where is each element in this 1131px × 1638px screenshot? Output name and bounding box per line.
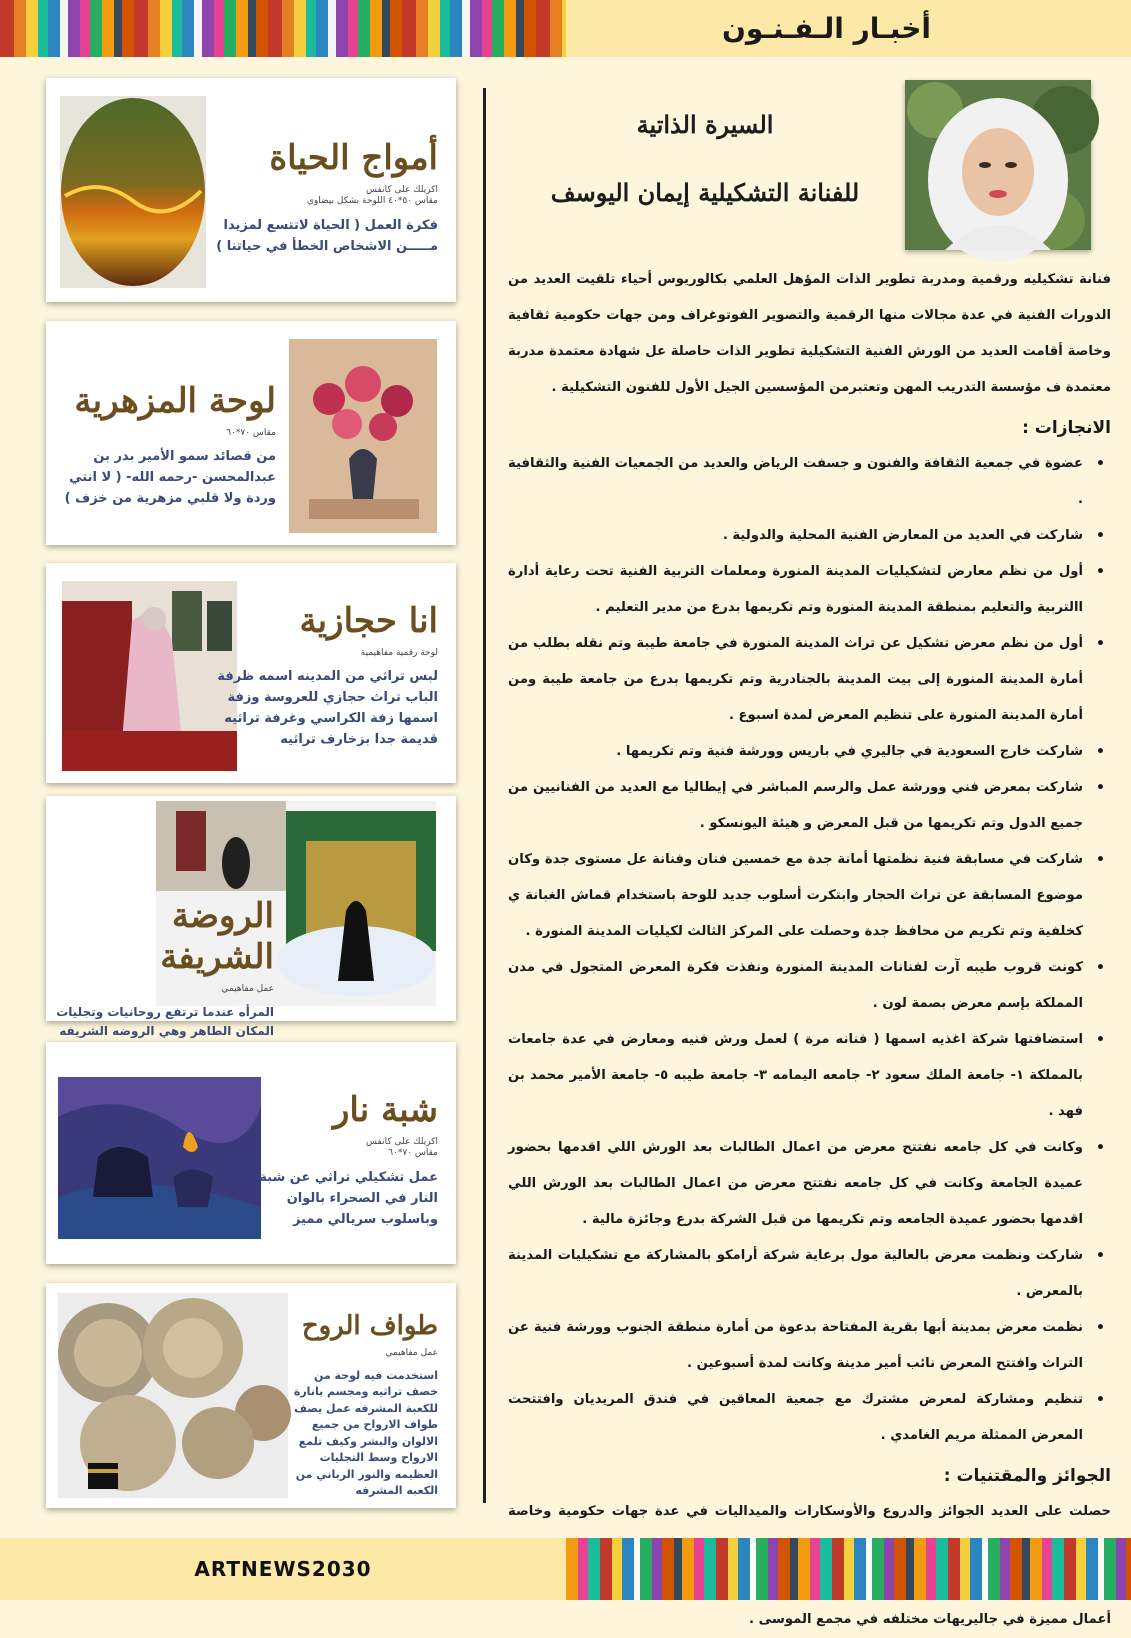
artwork-description: لبس تراثي من المدينه اسمه ظرفة الباب تراث حجازي للعروسة وزفة اسمها زفة الكراسي وغرفة تراثيه قديمة جدا بزخارف تراثيه bbox=[217, 669, 438, 747]
awards-text: حصلت على العديد الجوائز والدروع والأوسكارات والميداليات في عدة جهات حكومية وخاصة أعمال مميزة في جاليريهات مختلفه في مجمع الموسى . bbox=[508, 1504, 1111, 1627]
artwork-medium: لوحة رقمية مفاهيمية bbox=[360, 647, 438, 658]
header-title-band bbox=[566, 0, 1131, 57]
artwork-title: أمواج الحياة bbox=[269, 138, 438, 178]
bio-intro: فنانة تشكيليه ورقمية ومدربة تطوير الذات المؤهل العلمي بكالوريوس أحياء تلقيت العديد من الدورات الفنية في عدة مجالات منها الرقمية والتصوير الفوتوغراف ومن جهات حكومية ثقافية وخاصة أقامت العديد من الورش الفنية التشكيلية تطوير الذات حاصلة عل شهادة معتمدة مدربة معتمدة ف مؤسسة التدريب المهن وتعتبرمن المؤسسين الجيل الأول للفنون التشكيلية . bbox=[508, 272, 1111, 395]
bio-body bbox=[508, 262, 1111, 1638]
magazine-title: أخبـار الـفـنـون bbox=[721, 12, 931, 45]
artwork-description: عمل تشكيلي تراثي عن شبة النار في الصحراء بالوان وباسلوب سريالي مميز bbox=[259, 1170, 438, 1227]
list-item: • أول من نظم معارض لتشكيليات المدينة المنورة ومعلمات التربية الفنية تحت رعاية أدارة االتربية والتعليم بمنطقة المدينة المنورة وتم تكريمها بدرع من مدير التعليم . bbox=[508, 554, 1111, 626]
artwork-medium: اكريلك على كانفس مقاس ٧٠*٦٠ bbox=[366, 1136, 438, 1159]
list-item: • شاركت في العديد من المعارض الفنية المحلية والدولية . bbox=[508, 518, 1111, 554]
awards-heading: الجوائز والمقتنيات : bbox=[943, 1466, 1111, 1486]
artwork-title: انا حجازية bbox=[299, 601, 438, 641]
list-item: • شاركت بمعرض فني وورشة عمل والرسم المباشر في إيطاليا مع العديد من الفنانيين من جميع الدول وتم تكريمها من قبل المعرض و هيئة اليونسكو . bbox=[508, 770, 1111, 842]
artwork-image-teapot bbox=[58, 1077, 261, 1239]
page-footer bbox=[0, 1538, 1131, 1600]
bio-artist-name: للفنانة التشكيلية إيمان اليوسف bbox=[550, 178, 860, 207]
artwork-medium: عمل مفاهيمي bbox=[221, 983, 274, 994]
achievements-heading: الانجازات : bbox=[1022, 418, 1111, 438]
artwork-description: استخدمت فيه لوحة من خصف تراثيه ومجسم بانارة للكعبة المشرفه عمل يصف طواف الارواح من جميع الالوان والبشر وكيف تلمع الارواح وسط التجليات العظيمه والنور الرباني من الكعبه المشرفه bbox=[293, 1368, 438, 1498]
list-item: • شاركت ونظمت معرض بالعالية مول برعاية شركة أرامكو بالمشاركة مع تشكيليات المدينة بالمعرض . bbox=[508, 1238, 1111, 1310]
footer-color-stripes bbox=[566, 1538, 1131, 1600]
artwork-image-flowers bbox=[289, 339, 437, 533]
artwork-info bbox=[208, 601, 438, 751]
list-item: • كونت قروب طيبه آرت لفنانات المدينة المنورة ونفذت فكرة المعرض المتجول في مدن المملكة بإسم معرض بصمة لون . bbox=[508, 950, 1111, 1022]
artwork-card-vase-painting bbox=[46, 321, 456, 545]
artwork-card-i-am-hijazi bbox=[46, 563, 456, 783]
artwork-image-oval bbox=[60, 96, 206, 288]
artwork-card-soul-circumambulation bbox=[46, 1283, 456, 1508]
artwork-description: المرأه عندما ترتفع روحانيات وتجليات المكان الطاهر وهي الروضه الشريفه bbox=[56, 1005, 274, 1039]
artwork-card-noble-rawdah bbox=[46, 796, 456, 1039]
artwork-image-woven-discs bbox=[58, 1293, 288, 1498]
list-item: • تنظيم ومشاركة لمعرض مشترك مع جمعية المعاقين في فندق المريديان وافتتحت المعرض الممثلة مريم الغامدي . bbox=[508, 1382, 1111, 1454]
list-item: • أول من نظم معرض تشكيل عن تراث المدينة المنورة في جامعة طيبة وتم نقله بطلب من أمارة المدينة المنورة إلى بيت المدينة بالجنادرية وتم تكريمها بدرع من جامعة طيبة ومن أمارة المدينة المنورة على تنظيم المعرض لمدة اسبوع . bbox=[508, 626, 1111, 734]
artwork-info bbox=[258, 1090, 438, 1231]
bio-heading: السيرة الذاتية bbox=[636, 110, 774, 139]
artwork-medium: اكريلك على كانفس مقاس ٥٠*٤٠ اللوحة بشكل بيضاوي bbox=[306, 184, 438, 207]
artwork-info bbox=[293, 1311, 438, 1500]
artwork-title: شبة نار bbox=[332, 1090, 438, 1130]
artwork-description: فكرة العمل ( الحياة لاتتسع لمزيدا مـــــن الاشخاص الخطأ في حياتنا ) bbox=[216, 218, 438, 254]
artwork-title: لوحة المزهرية bbox=[74, 381, 276, 421]
artwork-card-waves-of-life bbox=[46, 78, 456, 302]
column-divider bbox=[483, 88, 486, 1503]
artist-portrait bbox=[905, 80, 1091, 250]
list-item: • نظمت معرض بمدينة أبها بقرية المفتاحة بدعوة من أمارة منطقة الجنوب وورشة فنية عن التراث وافتتح المعرض نائب أمير مدينة وكانت لمدة أسبوعين . bbox=[508, 1310, 1111, 1382]
footer-brand: ARTNEWS2030 bbox=[194, 1557, 372, 1581]
achievements-list bbox=[508, 446, 1111, 1454]
list-item: • استضافتها شركة اغذيه اسمها ( فنانه مرة ) لعمل ورش فنيه ومعارض في عدة جامعات بالمملكة ١- جامعة الملك سعود ٢- جامعه اليمامه ٣- جامعة طيبه ٥- جامعة الأمير محمد بن فهد . bbox=[508, 1022, 1111, 1130]
header-color-stripes bbox=[0, 0, 566, 57]
list-item: • شاركت خارج السعودية في جاليري في باريس وورشة فنية وتم تكريمها . bbox=[508, 734, 1111, 770]
artwork-medium: مقاس ٧٠*٦٠ bbox=[226, 427, 276, 438]
artwork-card-fire-burning bbox=[46, 1042, 456, 1264]
list-item: • وكانت في كل جامعه نفتتح معرض من اعمال الطالبات بعد الورش اللي اقدمها بحضور عميدة الجامعة وكانت في كل جامعه نفتتح معرض من اعمال الطالبات بعد الورش اللي اقدمها بحضور عميدة الجامعه وتم تكريمها من قبل الشركة بدرع وجائزة مالية . bbox=[508, 1130, 1111, 1238]
footer-brand-band bbox=[0, 1538, 566, 1600]
artwork-info bbox=[206, 138, 438, 258]
artwork-title: طواف الروح bbox=[301, 1311, 438, 1341]
page-header bbox=[0, 0, 1131, 57]
artwork-info bbox=[61, 381, 276, 510]
list-item: • شاركت في مسابقة فنية نظمتها أمانة جدة مع خمسين فنان وفنانة عل مستوى جدة وكان موضوع المسابقة عن تراث الحجار وابتكرت أسلوب جديد للوحة باستخدام قماش الغبانة ي كخلفية وتم تكريم من محافظ جدة وحصلت على المركز الثالث لكيليات المدينة المنورة . bbox=[508, 842, 1111, 950]
artwork-title: الروضة الشريفة bbox=[160, 896, 274, 977]
artwork-description: من قصائد سمو الأمير بدر بن عبدالمحسن -رحمه الله- ( لا انتي وردة ولا قلبي مزهرية من خزف ) bbox=[64, 449, 276, 507]
artwork-medium: عمل مفاهيمي bbox=[385, 1348, 438, 1359]
list-item: • عضوة في جمعية الثقافة والفنون و جسفت الرياض والعديد من الجمعيات الفنية والثقافية . bbox=[508, 446, 1111, 518]
